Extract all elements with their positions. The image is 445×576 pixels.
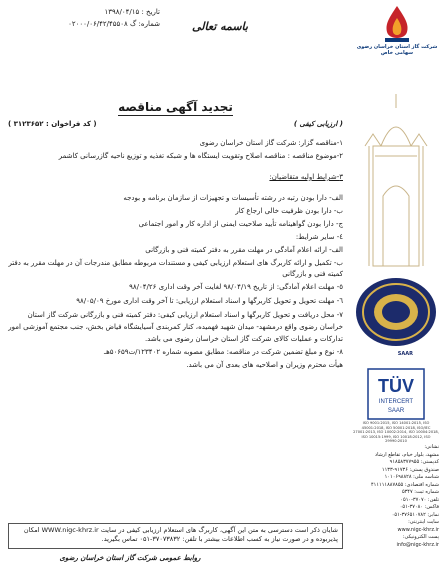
contact-line: نمابر: ۳۷۶۵۱۰۷۸۲-۰۵۱ <box>391 511 439 518</box>
company-logo <box>355 4 439 74</box>
notice-item: الف- دارا بودن رتبه در رشته تأسیسات و تجهیزات از سازمان برنامه و بودجه <box>123 194 343 202</box>
contact-line: مشهد، بلوار خیام، تقاطع ارشاد <box>374 451 439 458</box>
contact-line: نشانی: <box>424 444 439 450</box>
right-sidebar <box>347 76 445 576</box>
contact-link[interactable]: info@nigc-khrz.ir <box>396 541 439 548</box>
tuv-label: TÜV <box>378 376 414 396</box>
company-name: شرکت گاز استان خراسان رضوی <box>356 44 438 50</box>
basmala-heading: باسمه تعالی <box>192 20 248 33</box>
notice-item: ۲-موضوع مناقصه : مناقصه اصلاح وتقویت ایستگاه ها و شبکه تغذیه و توزیع ناحیه گازرسانی کاشمر <box>58 152 343 160</box>
notice-title: تجدید آگهی مناقصه <box>118 100 233 114</box>
notice-item: ٤- سایر شرایط: <box>295 233 343 241</box>
signature-public-relations: روابط عمومی شرکت گاز استان خراسان رضوی <box>59 554 201 562</box>
notice-item: ٥- مهلت اعلام آمادگی: از تاریخ ۹۸/۰۴/۱۹ لغایت آخر وقت اداری ۹۸/۰۴/۲۶ <box>129 283 343 291</box>
notice-item: ۷- محل دریافت و تحویل کاربرگها و اسناد استعلام ارزیابی کیفی: دفتر کمیته فنی و بازرگانی شرکت گاز استان خراسان رضوی واقع درمشهد- میدان شهید فهمیده، کنار کمربندی آسیایشگاه فیاض بخش، جنب مجتمع آموزشی امور تدارکات و عملیات کالای شرکت گاز استان خراسان رضوی می باشد. <box>8 311 343 343</box>
contact-line: کدپستی: ۹۱۸۵۸۳۷۷۹۵۵ <box>389 459 439 465</box>
contact-line: تلفن: ۳۷۰۷۰-۰۵۱۰ <box>400 496 439 503</box>
contact-line: فاکس: ۳۷۰۸۰-۰۵۱ <box>399 504 439 510</box>
saar-seal-icon <box>353 276 439 348</box>
contact-line: شماره ثبت: ۵۳۴۷ <box>401 489 439 495</box>
notice-body <box>8 48 343 371</box>
letter-meta <box>10 6 160 30</box>
company-type: سهامی خاص <box>380 50 414 56</box>
contact-line: شماره اقتصادی: ۴۱۱۱۱۱۸۸۷۸۵۵ <box>370 481 439 488</box>
notice-item: ب- تکمیل و ارائه کاربرگ های استعلام ارزیابی کیفی و مستندات مربوطه مطابق مندرجات آن در مهلت مقرر به دفتر کمیته فنی و بازرگانی <box>8 259 343 278</box>
letter-date: تاریخ : ۱۳۹۸/۰۴/۱۵ <box>104 8 160 16</box>
contact-link[interactable]: www.nigc-khrz.ir <box>397 526 439 533</box>
notice-item: هیأت محترم وزیران و اصلاحیه های بعدی آن می باشد. <box>186 361 343 369</box>
seal-label: SAAR <box>397 351 413 357</box>
letter-number: شماره: گ ۰۲۰۰۰/۰۶/۴۲/۴۵۵۰۸ <box>68 20 160 28</box>
tuv-sub-label-2: SAAR <box>387 408 405 414</box>
tuv-cert-logo-icon <box>367 368 425 420</box>
notice-item: ج- دارا بودن گواهینامه تأیید صلاحیت ایمنی از اداره کار و امور اجتماعی <box>138 220 343 228</box>
call-number: ( کد فراخوان : ۳۱۲۳۶۵۲ ) <box>8 120 97 128</box>
notice-item: ٦- مهلت تحویل و تحویل کاربرگها و اسناد استعلام ارزیابی: تا آخر وقت اداری مورخ ۹۸/۰۵/۰۹ <box>76 297 343 305</box>
contact-info <box>351 444 439 549</box>
contact-line: سایت اینترنتی: <box>408 519 439 525</box>
notice-item: الف- ارائه اعلام آمادگی در مهلت مقرر به دفتر کمیته فنی و بازرگانی <box>145 246 343 254</box>
certification-list: ISO 9001:2015, ISO 14001:2015, ISO 45001:2018, ISO 50001:2018, ISO/IEC 27001:2013, ISO 10002:2014, ISO 10004:2018, ISO 10015:1999, ISO 10018:2012, ISO 29990:2010 <box>353 421 439 444</box>
contact-line: شناسه ملی: ۱۰۱۰۶۹۸۸۲۸ <box>384 474 439 480</box>
contact-line: صندوق پستی: ۹۱۷۳۶-۱۱۳۳ <box>381 466 439 473</box>
notice-item: ۸- نوع و مبلغ تضمین شرکت در مناقصه: مطابق مصوبه شماره ۱۲۳۴۰۲/ت۵۰۶۵۹هـ <box>104 348 343 356</box>
notice-item: ب- دارا بودن ظرفیت خالی ارجاع کار <box>235 207 343 215</box>
mosque-watermark-icon <box>361 86 431 276</box>
evaluation-type: ( ارزیابی کیفی ) <box>293 120 343 128</box>
contact-line: پست الکترونیکی: <box>402 534 439 540</box>
notice-item: ۱-مناقصه گزار: شرکت گاز استان خراسان رضوی <box>199 139 343 147</box>
gas-flame-logo-icon <box>379 4 415 44</box>
info-box: شایان ذکر است دسترسی به متن این آگهی، کاربرگ های استعلام ارزیابی کیفی در سایت WWW.nigc-khrz.ir امکان پذیربوده و در صورت نیاز به کسب اطلاعات بیشتر با تلفن: ۳۷۰۷۳۸۳۲-۰۵۱ تماس بگیرید. <box>8 523 343 549</box>
notice-item: ۳-شرایط اولیه متقاضیان: <box>269 173 343 181</box>
tuv-sub-label: INTERCERT <box>378 399 414 405</box>
